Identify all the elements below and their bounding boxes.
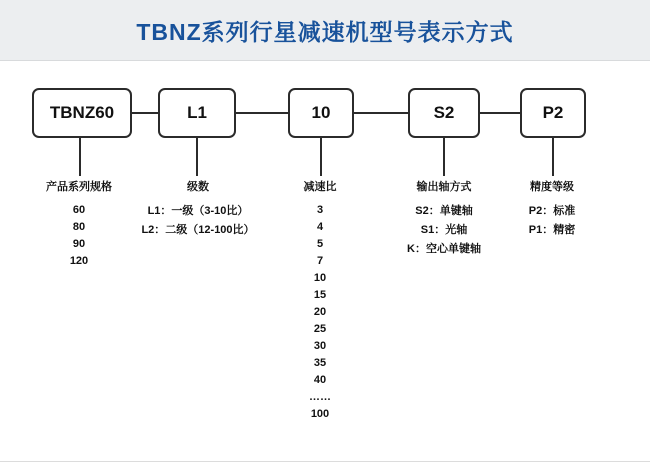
legend-item: 3 xyxy=(316,204,324,216)
legend-column-shaft xyxy=(378,178,510,259)
model-node-label: S2 xyxy=(433,103,455,122)
model-node-label: P2 xyxy=(542,103,564,122)
legend-item: L2：二级（12-100比） xyxy=(141,224,255,236)
legend-column-series xyxy=(14,178,144,270)
legend-item: 35 xyxy=(313,357,327,369)
legend-item: 80 xyxy=(72,221,86,233)
footer-divider xyxy=(0,461,650,462)
connector-line xyxy=(354,112,408,114)
legend-item: S2：单键轴 xyxy=(415,205,473,217)
legend-item: S1：光轴 xyxy=(420,224,468,236)
legend-item: 25 xyxy=(313,323,327,335)
legend-title: 精度等级 xyxy=(530,181,574,193)
legend-item: K：空心单键轴 xyxy=(407,243,481,255)
drop-line-series xyxy=(79,138,81,176)
legend-title: 级数 xyxy=(187,181,209,193)
legend-item: 90 xyxy=(72,238,86,250)
legend-item: 40 xyxy=(313,374,327,386)
page-header xyxy=(0,0,650,61)
legend-item: 7 xyxy=(316,255,324,267)
model-node-shaft xyxy=(408,88,480,138)
legend-column-stage xyxy=(128,178,268,240)
legend-column-precision xyxy=(500,178,604,240)
legend-title: 输出轴方式 xyxy=(416,181,472,193)
model-node-label: 10 xyxy=(311,103,331,122)
drop-line-precision xyxy=(552,138,554,176)
model-node-stage xyxy=(158,88,236,138)
page-title: TBNZ系列行星减速机型号表示方式 xyxy=(136,18,514,45)
legend-item: 60 xyxy=(72,204,86,216)
connector-line xyxy=(480,112,520,114)
legend-item: P1：精密 xyxy=(528,224,576,236)
legend-item: 4 xyxy=(316,221,324,233)
model-node-label: TBNZ60 xyxy=(49,103,115,122)
model-node-label: L1 xyxy=(187,103,207,122)
legend-item: P2：标准 xyxy=(528,205,576,217)
legend-item: 5 xyxy=(316,238,324,250)
legend-title: 减速比 xyxy=(303,181,337,193)
legend-item: L1：一级（3-10比） xyxy=(147,205,249,217)
legend-item: …… xyxy=(309,391,331,403)
legend-item: 30 xyxy=(313,340,327,352)
legend-item: 100 xyxy=(310,408,330,420)
drop-line-shaft xyxy=(443,138,445,176)
legend-item: 10 xyxy=(313,272,327,284)
connector-line xyxy=(132,112,158,114)
legend-item: 15 xyxy=(313,289,327,301)
drop-line-ratio xyxy=(320,138,322,176)
legend-column-ratio xyxy=(280,178,360,423)
connector-line xyxy=(236,112,288,114)
legend-title: 产品系列规格 xyxy=(46,181,112,193)
drop-line-stage xyxy=(196,138,198,176)
model-node-ratio xyxy=(288,88,354,138)
model-node-precision xyxy=(520,88,586,138)
model-node-series xyxy=(32,88,132,138)
legend-item: 120 xyxy=(69,255,89,267)
legend-item: 20 xyxy=(313,306,327,318)
